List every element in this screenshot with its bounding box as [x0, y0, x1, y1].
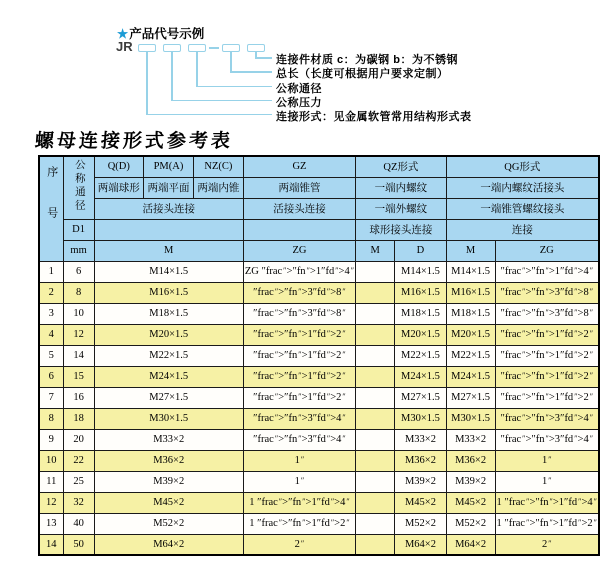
header-qz-row2: 一端内螺纹: [356, 177, 447, 198]
header-d1: D1: [63, 219, 94, 240]
table-body: [39, 261, 599, 555]
cell-qg-m: M52×2: [446, 513, 495, 534]
header-qg-row2: 一端内螺纹活接头: [446, 177, 599, 198]
cell-no: 1: [39, 261, 63, 282]
cell-qz-m: [356, 324, 395, 345]
header-qz-row4: 球形接头连接: [356, 219, 447, 240]
cell-no: 4: [39, 324, 63, 345]
cell-zg: 2″: [243, 534, 355, 555]
cell-qz-m: [356, 261, 395, 282]
cell-no: 7: [39, 387, 63, 408]
cell-qz-m: [356, 471, 395, 492]
cell-no: 2: [39, 282, 63, 303]
cell-no: 12: [39, 492, 63, 513]
cell-qg-zg: 1″: [495, 471, 599, 492]
cell-mm: 15: [63, 366, 94, 387]
cell-qg-m: M64×2: [446, 534, 495, 555]
cell-qz-m: [356, 303, 395, 324]
cell-qg-m: M27×1.5: [446, 387, 495, 408]
cell-mm: 18: [63, 408, 94, 429]
cell-qz-d: M22×1.5: [395, 345, 446, 366]
table-row: [39, 429, 599, 450]
header-qpmnz-row3: 活接头连接: [94, 198, 243, 219]
cell-qz-d: M16×1.5: [395, 282, 446, 303]
cell-zg: ″frac″>″fn″>3″fd″>4″: [243, 429, 355, 450]
cell-no: 8: [39, 408, 63, 429]
cell-mm: 12: [63, 324, 94, 345]
header-qz-m: M: [356, 240, 395, 261]
cell-qz-m: [356, 450, 395, 471]
cell-qg-m: M22×1.5: [446, 345, 495, 366]
cell-m: M33×2: [94, 429, 243, 450]
header-qg-row4: 连接: [446, 219, 599, 240]
connector-line: [171, 52, 173, 100]
cell-mm: 40: [63, 513, 94, 534]
cell-qg-zg: 1 ″frac″>″fn″>1″fd″>2″: [495, 513, 599, 534]
header-seq: 序号: [39, 156, 63, 261]
table-row: [39, 303, 599, 324]
nut-connection-table: [38, 155, 600, 556]
connector-line: [171, 100, 272, 102]
cell-no: 3: [39, 303, 63, 324]
cell-no: 6: [39, 366, 63, 387]
cell-no: 13: [39, 513, 63, 534]
cell-qz-d: M45×2: [395, 492, 446, 513]
cell-no: 5: [39, 345, 63, 366]
cell-qg-m: M16×1.5: [446, 282, 495, 303]
cell-zg: ″frac″>″fn″>1″fd″>2″: [243, 387, 355, 408]
connector-line: [255, 57, 272, 59]
cell-m: M18×1.5: [94, 303, 243, 324]
header-qg-row3: 一端锥管螺纹接头: [446, 198, 599, 219]
header-mm: mm: [63, 240, 94, 261]
cell-no: 9: [39, 429, 63, 450]
table-title: 螺母连接形式参考表: [34, 130, 234, 152]
cell-zg: ″frac″>″fn″>3″fd″>4″: [243, 408, 355, 429]
empty-cell: [243, 219, 355, 240]
header-nz-desc: 两端内锥: [193, 177, 243, 198]
cell-qz-d: M24×1.5: [395, 366, 446, 387]
cell-zg: 1″: [243, 450, 355, 471]
label-material: 连接件材质 c：为碳钢 b：为不锈钢: [276, 54, 458, 66]
header-qpmnz-m: M: [94, 240, 243, 261]
star-icon: ★: [117, 27, 129, 41]
cell-m: M20×1.5: [94, 324, 243, 345]
cell-no: 10: [39, 450, 63, 471]
header-qg-zg: ZG: [495, 240, 599, 261]
cell-qg-zg: 1 ″frac″>″fn″>1″fd″>4″: [495, 492, 599, 513]
cell-qz-d: M30×1.5: [395, 408, 446, 429]
connector-line: [230, 71, 272, 73]
cell-m: M27×1.5: [94, 387, 243, 408]
cell-qg-zg: ″frac″>″fn″>1″fd″>2″: [495, 366, 599, 387]
table-row: [39, 408, 599, 429]
header-gz-code: GZ: [243, 156, 355, 177]
header-qz-code: QZ形式: [356, 156, 447, 177]
cell-m: M52×2: [94, 513, 243, 534]
cell-qg-m: M36×2: [446, 450, 495, 471]
header-pm-desc: 两端平面: [144, 177, 194, 198]
cell-qz-d: M52×2: [395, 513, 446, 534]
cell-qg-m: M30×1.5: [446, 408, 495, 429]
cell-qg-m: M20×1.5: [446, 324, 495, 345]
header-dn: 公称通径: [63, 156, 94, 219]
cell-qz-d: M14×1.5: [395, 261, 446, 282]
cell-no: 14: [39, 534, 63, 555]
cell-qz-m: [356, 282, 395, 303]
cell-qg-zg: ″frac″>″fn″>1″fd″>4″: [495, 261, 599, 282]
cell-zg: 1 ″frac″>″fn″>1″fd″>2″: [243, 513, 355, 534]
table-row: [39, 387, 599, 408]
cell-zg: ″frac″>″fn″>3″fd″>8″: [243, 303, 355, 324]
cell-qz-m: [356, 534, 395, 555]
cell-qg-zg: ″frac″>″fn″>3″fd″>8″: [495, 282, 599, 303]
connector-line: [146, 52, 148, 114]
cell-mm: 14: [63, 345, 94, 366]
cell-m: M64×2: [94, 534, 243, 555]
cell-mm: 8: [63, 282, 94, 303]
cell-qg-m: M18×1.5: [446, 303, 495, 324]
cell-mm: 25: [63, 471, 94, 492]
cell-qz-d: M27×1.5: [395, 387, 446, 408]
table-row: [39, 534, 599, 555]
table-head: [39, 156, 599, 261]
header-q-desc: 两端球形: [94, 177, 143, 198]
cell-qg-m: M14×1.5: [446, 261, 495, 282]
cell-qz-d: M64×2: [395, 534, 446, 555]
cell-zg: ″frac″>″fn″>1″fd″>2″: [243, 345, 355, 366]
cell-qz-m: [356, 429, 395, 450]
cell-m: M30×1.5: [94, 408, 243, 429]
cell-m: M36×2: [94, 450, 243, 471]
code-box-5: [247, 44, 265, 52]
cell-qz-m: [356, 492, 395, 513]
cell-qz-d: M33×2: [395, 429, 446, 450]
empty-cell: [94, 219, 243, 240]
label-total-length: 总长（长度可根据用户要求定制）: [276, 68, 449, 80]
cell-zg: 1″: [243, 471, 355, 492]
code-dash: [209, 47, 219, 49]
code-box-1: [138, 44, 156, 52]
cell-qz-m: [356, 387, 395, 408]
cell-qg-zg: 1″: [495, 450, 599, 471]
header-nz-code: NZ(C): [193, 156, 243, 177]
product-code-diagram: [0, 0, 600, 125]
connector-line: [196, 86, 272, 88]
cell-zg: 1 ″frac″>″fn″>1″fd″>4″: [243, 492, 355, 513]
table-row: [39, 324, 599, 345]
cell-qz-d: M36×2: [395, 450, 446, 471]
cell-qz-m: [356, 345, 395, 366]
header-qz-row3: 一端外螺纹: [356, 198, 447, 219]
cell-zg: ZG ″frac″>″fn″>1″fd″>4″: [243, 261, 355, 282]
cell-qz-d: M20×1.5: [395, 324, 446, 345]
cell-qz-d: M18×1.5: [395, 303, 446, 324]
header-gz-zg: ZG: [243, 240, 355, 261]
connector-line: [146, 114, 272, 116]
cell-qg-zg: ″frac″>″fn″>1″fd″>2″: [495, 387, 599, 408]
table-row: [39, 513, 599, 534]
header-gz-desc: 两端锥管: [243, 177, 355, 198]
cell-qg-zg: ″frac″>″fn″>3″fd″>4″: [495, 408, 599, 429]
cell-qg-zg: ″frac″>″fn″>1″fd″>2″: [495, 324, 599, 345]
cell-zg: ″frac″>″fn″>3″fd″>8″: [243, 282, 355, 303]
cell-m: M24×1.5: [94, 366, 243, 387]
table-row: [39, 282, 599, 303]
cell-qg-zg: ″frac″>″fn″>3″fd″>4″: [495, 429, 599, 450]
cell-qg-zg: ″frac″>″fn″>1″fd″>2″: [495, 345, 599, 366]
cell-zg: ″frac″>″fn″>1″fd″>2″: [243, 324, 355, 345]
cell-m: M22×1.5: [94, 345, 243, 366]
cell-qg-m: M24×1.5: [446, 366, 495, 387]
label-connection-type: 连接形式：见金属软管常用结构形式表: [276, 110, 472, 123]
table-row: [39, 345, 599, 366]
cell-qg-m: M39×2: [446, 471, 495, 492]
header-gz-row3: 活接头连接: [243, 198, 355, 219]
cell-qz-d: M39×2: [395, 471, 446, 492]
header-qg-code: QG形式: [446, 156, 599, 177]
cell-zg: ″frac″>″fn″>1″fd″>2″: [243, 366, 355, 387]
table-row: [39, 261, 599, 282]
header-q-code: Q(D): [94, 156, 143, 177]
cell-qz-m: [356, 366, 395, 387]
cell-mm: 32: [63, 492, 94, 513]
header-pm-code: PM(A): [144, 156, 194, 177]
cell-mm: 22: [63, 450, 94, 471]
cell-m: M45×2: [94, 492, 243, 513]
header-qz-d: D: [395, 240, 446, 261]
table-row: [39, 366, 599, 387]
table-row: [39, 471, 599, 492]
diagram-title-text: 产品代号示例: [129, 27, 205, 41]
cell-m: M39×2: [94, 471, 243, 492]
cell-qg-m: M33×2: [446, 429, 495, 450]
product-code-prefix: JR: [116, 39, 133, 54]
header-qg-m: M: [446, 240, 495, 261]
code-box-4: [222, 44, 240, 52]
cell-qz-m: [356, 408, 395, 429]
cell-mm: 16: [63, 387, 94, 408]
code-box-2: [163, 44, 181, 52]
cell-qg-zg: 2″: [495, 534, 599, 555]
cell-mm: 20: [63, 429, 94, 450]
cell-mm: 6: [63, 261, 94, 282]
label-nominal-pressure: 公称压力: [276, 96, 322, 109]
cell-m: M14×1.5: [94, 261, 243, 282]
cell-mm: 50: [63, 534, 94, 555]
cell-no: 11: [39, 471, 63, 492]
table-row: [39, 450, 599, 471]
connector-line: [196, 52, 198, 86]
connector-line: [230, 52, 232, 72]
table-row: [39, 492, 599, 513]
reference-table: [38, 155, 600, 556]
cell-mm: 10: [63, 303, 94, 324]
cell-m: M16×1.5: [94, 282, 243, 303]
cell-qg-zg: ″frac″>″fn″>3″fd″>8″: [495, 303, 599, 324]
code-box-3: [188, 44, 206, 52]
cell-qz-m: [356, 513, 395, 534]
label-nominal-diameter: 公称通径: [276, 82, 322, 95]
cell-qg-m: M45×2: [446, 492, 495, 513]
